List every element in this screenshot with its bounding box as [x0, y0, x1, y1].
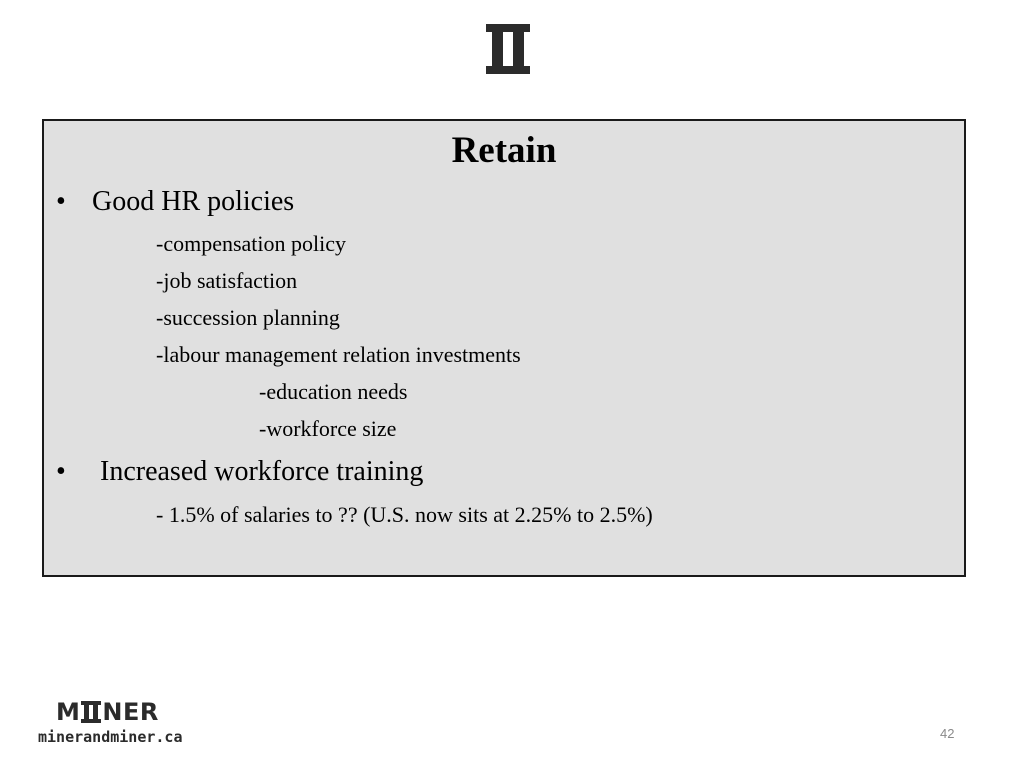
slide-title: Retain — [451, 130, 557, 171]
bullet-text: Good HR policies — [92, 186, 295, 217]
brand-prefix: M — [56, 698, 81, 726]
brand-wordmark — [56, 698, 159, 726]
brand-suffix: NER — [102, 698, 159, 726]
sub-item: -succession planning — [156, 305, 340, 330]
sub-item: - 1.5% of salaries to ?? (U.S. now sits at 2.25% to 2.5%) — [156, 502, 653, 527]
sub-item: -compensation policy — [156, 231, 347, 256]
content-box — [42, 119, 966, 577]
bullet-glyph: • — [56, 456, 66, 487]
page-number: 42 — [940, 726, 955, 741]
bullet-text: Increased workforce training — [100, 456, 424, 487]
sub-item: -labour management relation investments — [156, 342, 521, 367]
double-pillar-letter-icon — [81, 701, 101, 723]
sub-sub-item: -workforce size — [259, 416, 397, 441]
sub-sub-item: -education needs — [259, 379, 408, 404]
footer-url: minerandminer.ca — [38, 728, 183, 746]
sub-item: -job satisfaction — [156, 268, 298, 293]
double-pillar-logo-icon — [486, 24, 530, 74]
bullet-glyph: • — [56, 186, 66, 217]
